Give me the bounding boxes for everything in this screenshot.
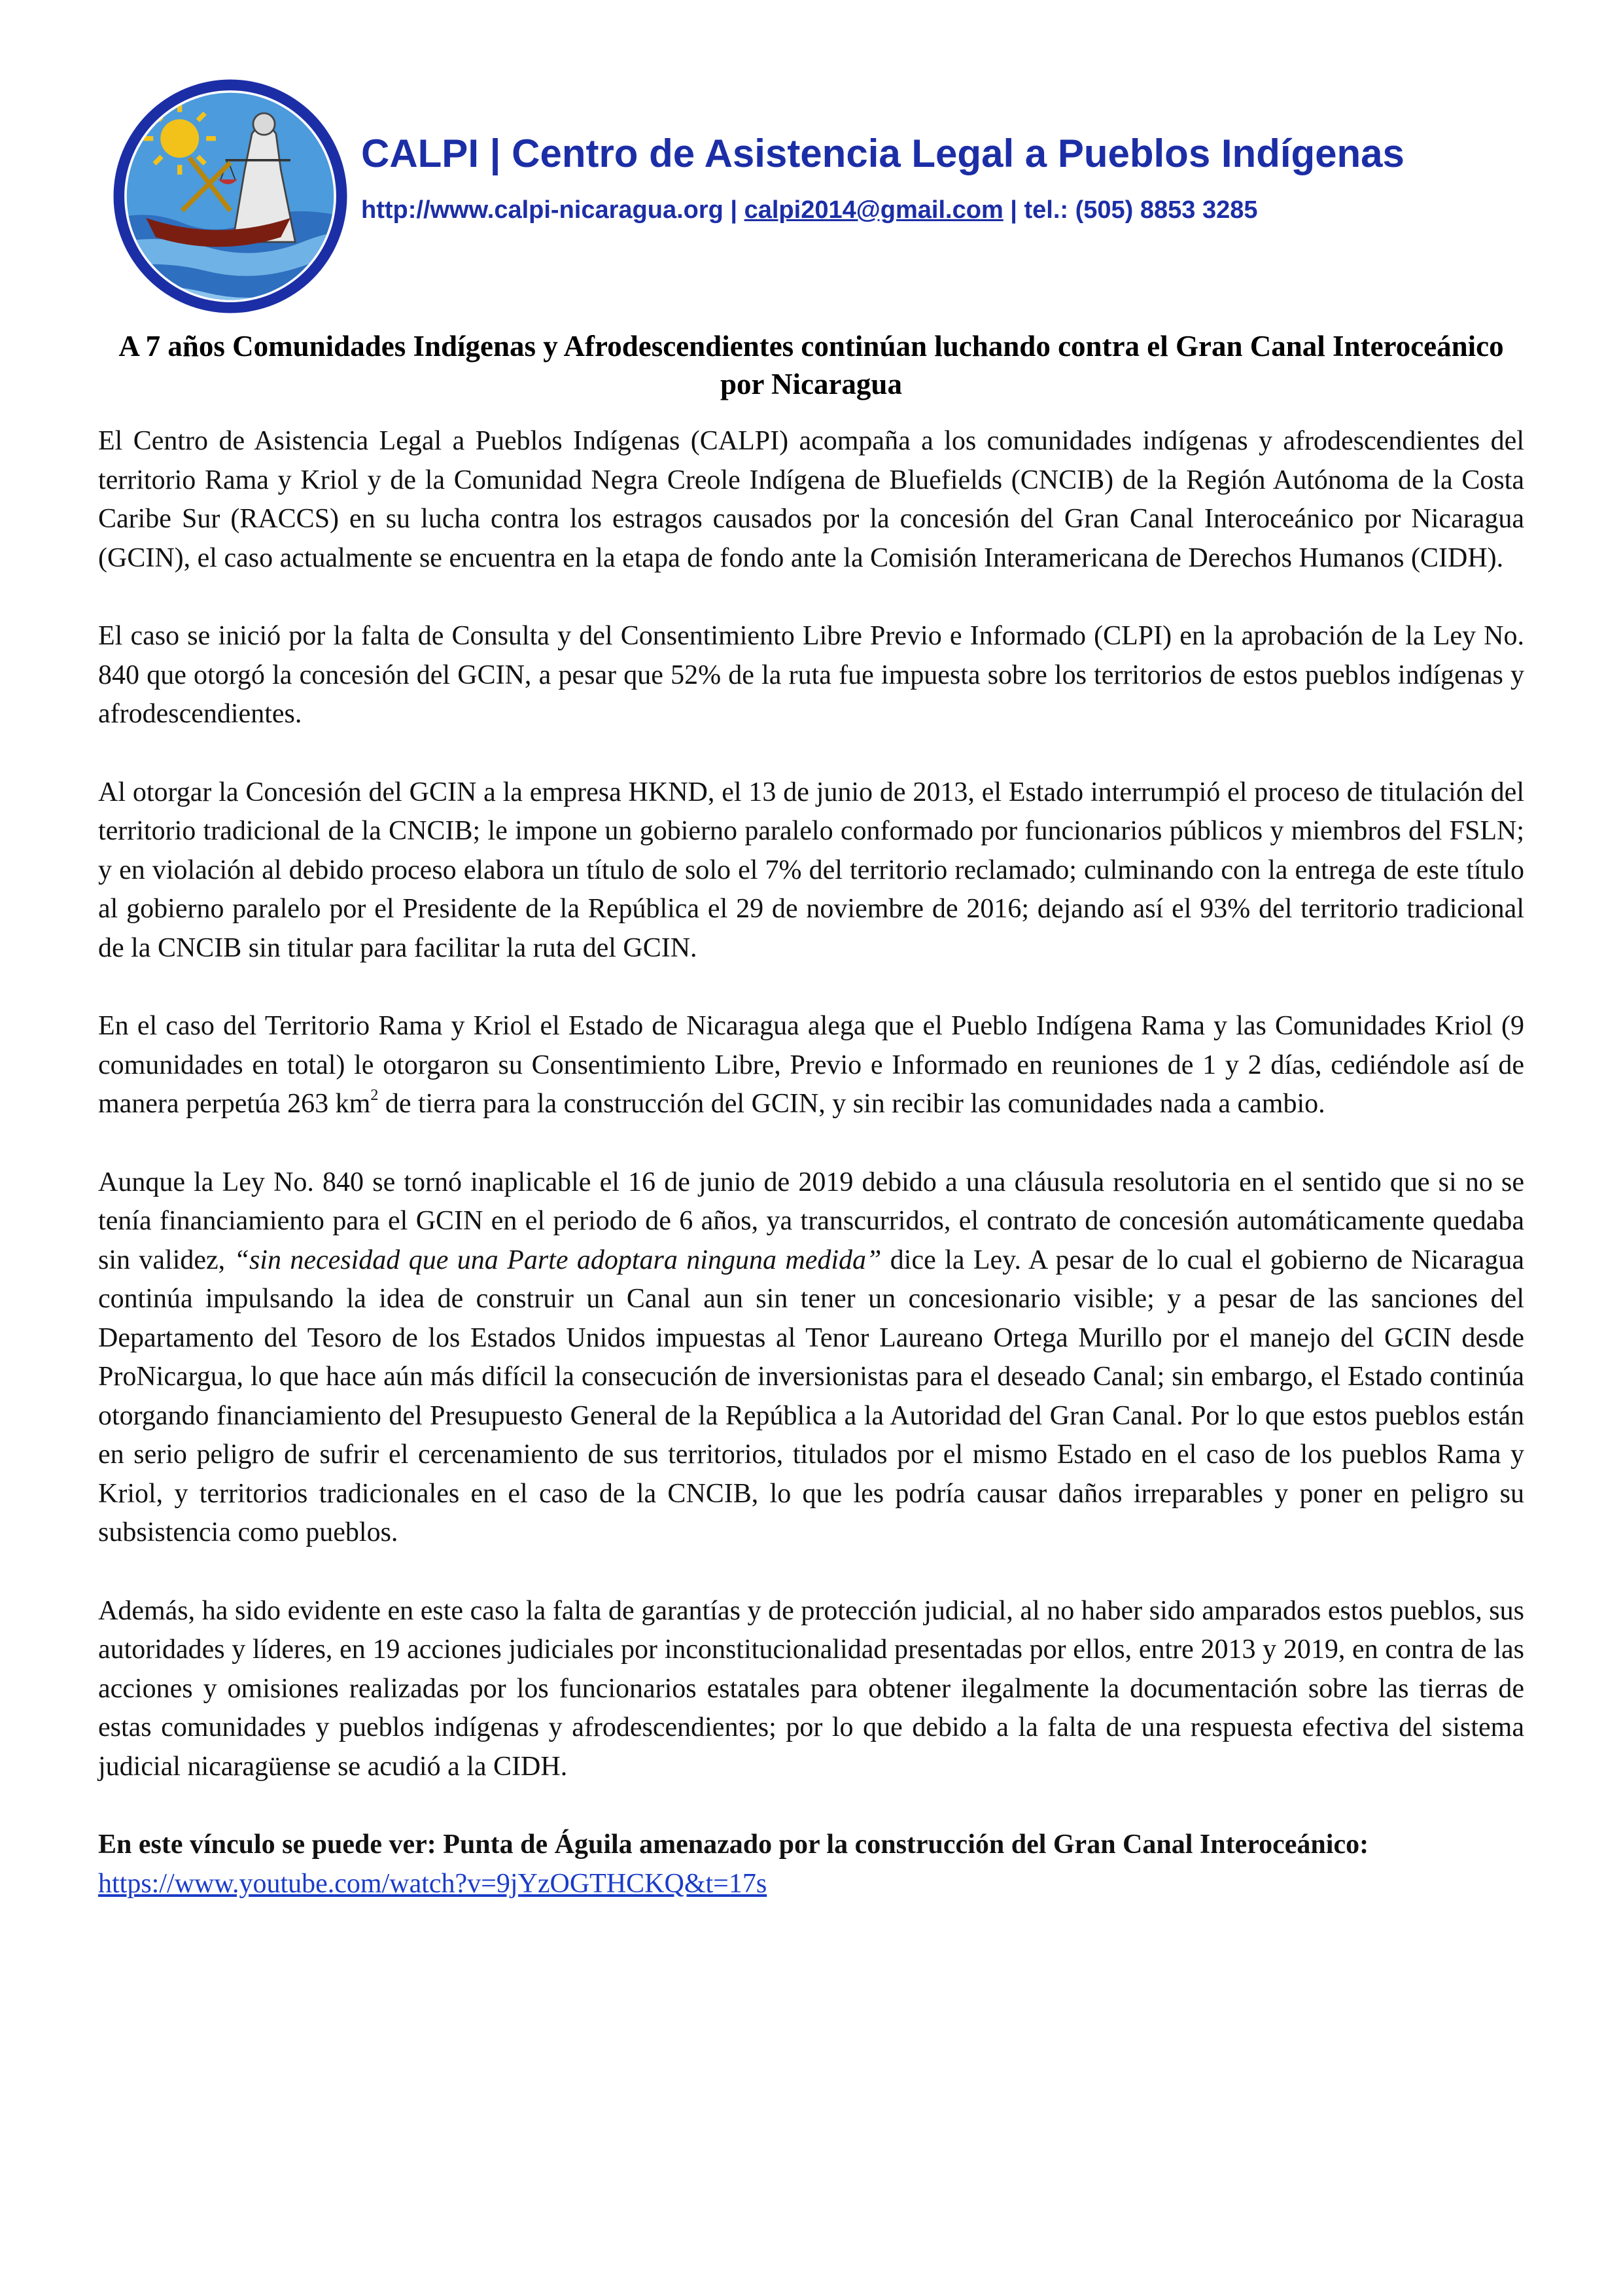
paragraph-6: Además, ha sido evidente en este caso la falta de garantías y de protección judicial, al no haber sido amparados estos pueblos, sus autoridades y líderes, en 19 acciones judiciales por inconstitucionalidad presentadas por ellos, entre 2013 y 2019, en contra de las acciones y omisiones realizadas por los funcionarios estatales para obtener ilegalmente la documentación sobre las tierras de estas comunidades y pueblos indígenas y afrodescendientes; por lo que debido a la falta de una respuesta efectiva del sistema judicial nicaragüense se acudió a la CIDH. [98, 1595, 1524, 1782]
youtube-link[interactable]: https://www.youtube.com/watch?v=9jYzOGTHCKQ&t=17s [98, 1868, 767, 1899]
separator: | [1003, 196, 1024, 224]
paragraph-1: El Centro de Asistencia Legal a Pueblos Indígenas (CALPI) acompaña a los comunidades indígenas y afrodescendientes del territorio Rama y Kriol y de la Comunidad Negra Creole Indígena de Bluefields (CNCIB) de la Región Autónoma de la Costa Caribe Sur (RACCS) en su lucha contra los estragos causados por la concesión del Gran Canal Interoceánico por Nicaragua (GCIN), el caso actualmente se encuentra en la etapa de fondo ante la Comisión Interamericana de Derechos Humanos (CIDH). [98, 426, 1524, 573]
paragraph-5-text: Aunque la Ley No. 840 se tornó inaplicable el 16 de junio de 2019 debido a una cláusula resolutoria en el sentido que si no se tenía financiamiento para el GCIN en el periodo de 6 años, ya transcurridos, el contrato de concesión automáticamente quedaba sin validez, [98, 1167, 1524, 1275]
paragraph-3: Al otorgar la Concesión del GCIN a la empresa HKND, el 13 de junio de 2013, el Estado interrumpió el proceso de titulación del territorio tradicional de la CNCIB; le impone un gobierno paralelo conformado por funcionarios públicos y miembros del FSLN; y en violación al debido proceso elabora un título de solo el 7% del territorio reclamado; culminando con la entrega de este título al gobierno paralelo por el Presidente de la República el 29 de noviembre de 2016; dejando así el 93% del territorio tradicional de la CNCIB sin titular para facilitar la ruta del GCIN. [98, 777, 1524, 963]
law-quote: “sin necesidad que una Parte adoptara ninguna medida” [234, 1245, 882, 1275]
article-headline: A 7 años Comunidades Indígenas y Afrodescendientes continúan luchando contra el Gran Canal Interoceánico por Nicaragua [118, 330, 1504, 400]
paragraph-4-text: En el caso del Territorio Rama y Kriol el Estado de Nicaragua alega que el Pueblo Indígena Rama y las Comunidades Kriol (9 comunidades en total) le otorgaron su Consentimiento Libre, Previo e Informado en reuniones de 1 y 2 días, cediéndole así de manera perpetúa 263 km [98, 1011, 1524, 1119]
website-link[interactable]: http://www.calpi-nicaragua.org [361, 196, 724, 224]
calpi-seal-icon [110, 76, 351, 317]
contact-line [361, 196, 1258, 224]
paragraph-4-text-end: de tierra para la construcción del GCIN, y sin recibir las comunidades nada a cambio. [378, 1089, 1325, 1119]
paragraph-2: El caso se inició por la falta de Consulta y del Consentimiento Libre Previo e Informado (CLPI) en la aprobación de la Ley No. 840 que otorgó la concesión del GCIN, a pesar que 52% de la ruta fue impuesta sobre los territorios de estos pueblos indígenas y afrodescendientes. [98, 621, 1524, 729]
separator: | [723, 196, 744, 224]
phone-number: tel.: (505) 8853 3285 [1024, 196, 1258, 224]
video-link-intro: En este vínculo se puede ver: Punta de Águila amenazado por la construcción del Gran Canal Interoceánico: [98, 1829, 1369, 1860]
org-title: CALPI | Centro de Asistencia Legal a Pueblos Indígenas [361, 132, 1405, 175]
paragraph-5 [98, 1163, 1524, 1553]
email-link[interactable]: calpi2014@gmail.com [744, 196, 1003, 224]
article-body [98, 422, 1524, 1903]
superscript: 2 [370, 1087, 379, 1104]
video-link-paragraph [98, 1826, 1524, 1903]
paragraph-4 [98, 1007, 1524, 1124]
paragraph-5-text-end: dice la Ley. A pesar de lo cual el gobierno de Nicaragua continúa impulsando la idea de construir un Canal aun sin tener un concesionario visible; y a pesar de las sanciones del Departamento del Tesoro de los Estados Unidos impuestas al Tenor Laureano Ortega Murillo por el manejo del GCIN desde ProNicargua, lo que hace aún más difícil la consecución de inversionistas para el deseado Canal; sin embargo, el Estado continúa otorgando financiamiento del Presupuesto General de la República a la Autoridad del Gran Canal. Por lo que estos pueblos están en serio peligro de sufrir el cercenamiento de sus territorios, titulados por el mismo Estado en el caso de los pueblos Rama y Kriol, y territorios tradicionales en el caso de la CNCIB, lo que les podría causar daños irreparables y poner en peligro su subsistencia como pueblos. [98, 1245, 1524, 1547]
